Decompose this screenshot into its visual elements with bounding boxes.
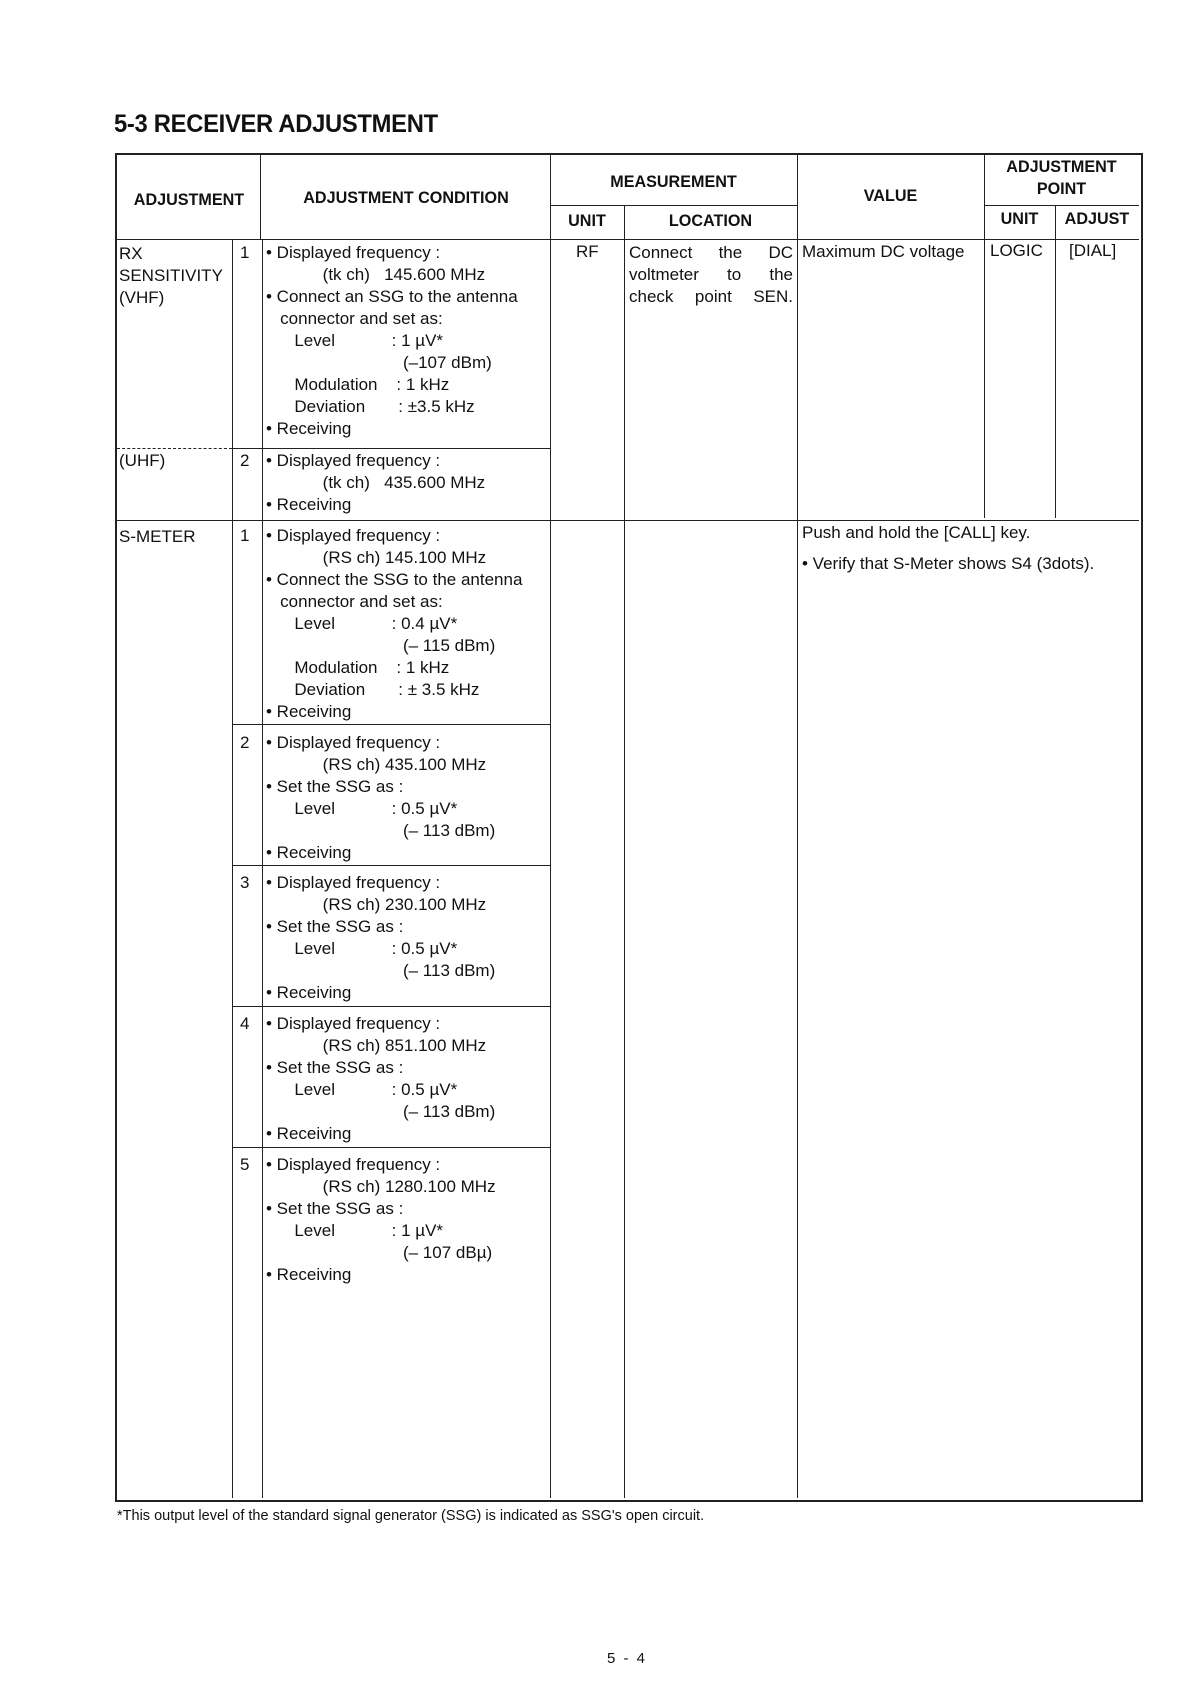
rx-value: Maximum DC voltage <box>802 242 965 261</box>
rx-location-line3: check point SEN. <box>629 287 793 306</box>
header-adj-adjust: ADJUST <box>1064 209 1130 228</box>
rx-step-1-condition: • Displayed frequency : (tk ch) 145.600 MHz • Connect an SSG to the antenna connector and set as: Level : 1 µV* (–107 dBm) Modulation : 1 kHz Deviation : ±3.5 kHz • Receiving <box>266 243 518 438</box>
smeter-step-condition: • Displayed frequency : (RS ch) 1280.100 MHz • Set the SSG as : Level : 1 µV* (– 107 dBµ) • Receiving <box>266 1155 496 1284</box>
rx-step-1-number: 1 <box>240 243 250 262</box>
smeter-step-divider-2 <box>232 865 550 866</box>
col-divider-location <box>624 205 625 1498</box>
rx-meas-unit: RF <box>576 242 599 261</box>
smeter-step-number: 2 <box>240 733 250 752</box>
rx-step-2-condition: • Displayed frequency : (tk ch) 435.600 MHz • Receiving <box>266 451 486 514</box>
rx-location-line1: Connect the DC <box>629 243 793 262</box>
rx-name-line2: SENSITIVITY <box>119 266 223 285</box>
col-divider-measurement <box>550 155 551 1498</box>
page-title: 5-3 RECEIVER ADJUSTMENT <box>114 110 438 138</box>
rx-smeter-divider <box>117 520 1139 521</box>
header-bottom-line <box>117 239 1139 240</box>
page-number: 5 - 4 <box>607 1650 648 1667</box>
header-adjustment: ADJUSTMENT <box>133 190 245 209</box>
rx-step-2-number: 2 <box>240 451 250 470</box>
header-condition: ADJUSTMENT CONDITION <box>303 188 509 207</box>
header-meas-location: LOCATION <box>668 211 753 230</box>
col-divider-step <box>232 239 233 1498</box>
smeter-step-condition: • Displayed frequency : (RS ch) 230.100 MHz • Set the SSG as : Level : 0.5 µV* (– 113 dBm) • Receiving <box>266 873 496 1002</box>
smeter-step-divider-3 <box>232 1006 550 1007</box>
footnote: *This output level of the standard signal generator (SSG) is indicated as SSG's open circuit. <box>117 1508 705 1524</box>
smeter-name: S-METER <box>119 527 196 546</box>
header-adj-point-line1: ADJUSTMENT <box>1006 157 1117 176</box>
smeter-step-number: 3 <box>240 873 250 892</box>
rx-name-uhf: (UHF) <box>119 451 166 470</box>
header-adj-point-line2: POINT <box>1036 179 1087 198</box>
rx-location-line2: voltmeter to the <box>629 265 793 284</box>
rx-name-line1: RX <box>119 244 143 263</box>
rx-name-line3: (VHF) <box>119 288 165 307</box>
col-divider-adjustment <box>260 155 261 239</box>
smeter-step-number: 4 <box>240 1014 250 1033</box>
header-value: VALUE <box>863 186 918 205</box>
smeter-step-divider-4 <box>232 1147 550 1148</box>
header-measurement: MEASUREMENT <box>610 172 737 191</box>
col-divider-condition <box>262 239 263 1498</box>
rx-adj-unit: LOGIC <box>990 241 1043 260</box>
rx-uhf-divider <box>117 448 232 449</box>
smeter-step-condition: • Displayed frequency : (RS ch) 851.100 MHz • Set the SSG as : Level : 0.5 µV* (– 113 dBm) • Receiving <box>266 1014 496 1143</box>
header-meas-unit: UNIT <box>568 211 606 230</box>
smeter-step-number: 5 <box>240 1155 250 1174</box>
smeter-step-condition: • Displayed frequency : (RS ch) 435.100 MHz • Set the SSG as : Level : 0.5 µV* (– 113 dBm) • Receiving <box>266 733 496 862</box>
header-adj-unit: UNIT <box>1000 209 1039 228</box>
col-divider-value <box>797 155 798 1498</box>
rx-step-divider <box>232 448 550 449</box>
smeter-value-line1: Push and hold the [CALL] key. <box>802 523 1031 542</box>
smeter-step-divider-1 <box>232 724 550 725</box>
measurement-sub-line <box>550 205 797 206</box>
adj-point-sub-line <box>984 205 1139 206</box>
rx-adj-adjust: [DIAL] <box>1069 241 1117 260</box>
smeter-step-condition: • Displayed frequency : (RS ch) 145.100 MHz • Connect the SSG to the antenna connector and set as: Level : 0.4 µV* (– 115 dBm) Modulation : 1 kHz Deviation : ± 3.5 kHz • Receiving <box>266 526 523 721</box>
smeter-step-number: 1 <box>240 526 250 545</box>
col-divider-adj-adjust <box>1055 205 1056 518</box>
smeter-value-line2: • Verify that S-Meter shows S4 (3dots). <box>802 554 1095 573</box>
